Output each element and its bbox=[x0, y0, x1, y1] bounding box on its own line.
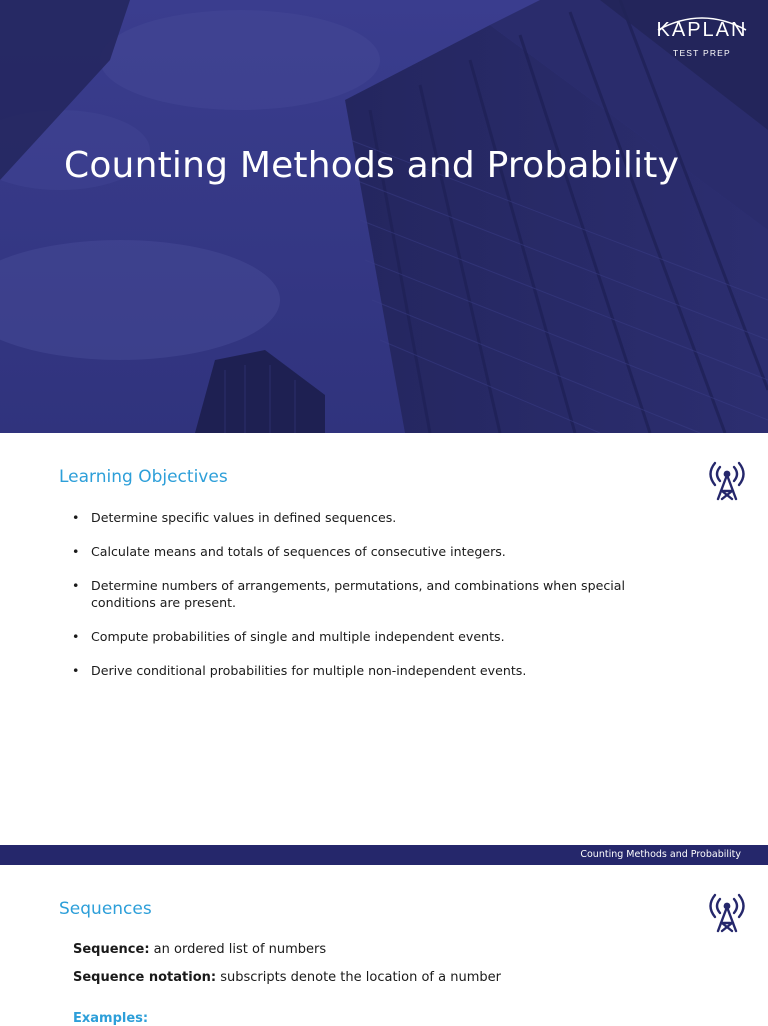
title-slide bbox=[0, 0, 768, 433]
logo-subtitle: TEST PREP bbox=[673, 48, 731, 58]
objective-text: Determine specific values in defined sequences. bbox=[91, 510, 397, 525]
footer-label: Counting Methods and Probability bbox=[580, 849, 741, 860]
learning-objectives-heading: Learning Objectives bbox=[59, 467, 228, 487]
definition-text: subscripts denote the location of a number bbox=[216, 970, 501, 985]
list-item bbox=[72, 577, 632, 611]
bullet: • bbox=[72, 510, 80, 525]
broadcast-tower-icon bbox=[704, 889, 750, 935]
objective-text: Calculate means and totals of sequences of consecutive integers. bbox=[91, 544, 506, 559]
definition-term: Sequence notation: bbox=[73, 970, 217, 985]
broadcast-tower-icon bbox=[704, 457, 750, 503]
learning-objectives-slide bbox=[0, 433, 768, 845]
skyscraper-background bbox=[0, 0, 768, 433]
sequences-heading: Sequences bbox=[59, 899, 152, 919]
list-item bbox=[72, 662, 632, 679]
objective-text: Determine numbers of arrangements, permutations, and combinations when special conditions are present. bbox=[91, 578, 625, 610]
definition-term: Sequence: bbox=[73, 942, 150, 957]
slide-footer-bar bbox=[0, 845, 768, 865]
sequence-notation-definition bbox=[73, 970, 501, 985]
list-item bbox=[72, 543, 632, 560]
bullet: • bbox=[72, 578, 80, 593]
objective-text: Compute probabilities of single and multiple independent events. bbox=[91, 629, 505, 644]
examples-label: Examples: bbox=[73, 1011, 149, 1026]
logo-wordmark: KAPLAN bbox=[656, 19, 748, 41]
bullet: • bbox=[72, 663, 80, 678]
kaplan-logo bbox=[656, 18, 748, 58]
objectives-list bbox=[72, 509, 632, 696]
list-item bbox=[72, 628, 632, 645]
bullet: • bbox=[72, 544, 80, 559]
list-item bbox=[72, 509, 632, 526]
sequences-slide bbox=[0, 865, 768, 1024]
definition-text: an ordered list of numbers bbox=[149, 942, 327, 957]
bullet: • bbox=[72, 629, 80, 644]
objective-text: Derive conditional probabilities for multiple non-independent events. bbox=[91, 663, 527, 678]
sequence-definition bbox=[73, 942, 326, 957]
slide-title: Counting Methods and Probability bbox=[64, 145, 680, 186]
